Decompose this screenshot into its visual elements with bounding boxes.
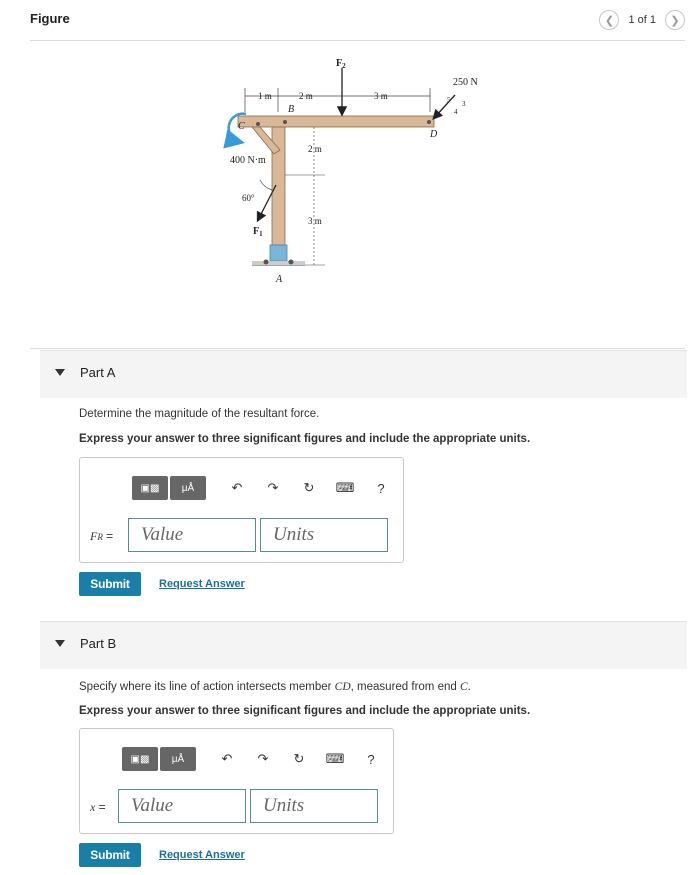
figure-pager (599, 10, 685, 30)
figure-title: Figure (30, 11, 70, 26)
part-a-instruction: Express your answer to three significant figures and include the appropriate units. (79, 433, 531, 445)
redo-icon[interactable]: ↷ (257, 751, 269, 766)
label-c: C (238, 121, 245, 132)
part-b-submit-button[interactable]: Submit (79, 843, 141, 867)
undo-icon[interactable]: ↶ (221, 751, 233, 766)
label-moment: 400 N·m (230, 155, 266, 166)
chevron-right-icon[interactable]: ❯ (665, 10, 685, 30)
units-button[interactable]: μÅ (170, 476, 206, 500)
label-a: A (276, 274, 283, 285)
part-b-instruction: Express your answer to three significant figures and include the appropriate units. (79, 705, 531, 717)
base-block (270, 245, 287, 261)
templates-icon[interactable]: ▣▩ (122, 747, 158, 771)
part-a-label: Part A (80, 365, 116, 380)
mechanics-figure (200, 50, 510, 290)
divider (30, 40, 685, 41)
keyboard-icon[interactable]: ⌨ (325, 751, 345, 766)
part-b-request-answer-link[interactable]: Request Answer (159, 849, 245, 861)
part-b-field-label: x = (90, 800, 106, 814)
label-angle: 60° (242, 193, 255, 203)
keyboard-icon[interactable]: ⌨ (335, 480, 355, 495)
chevron-left-icon[interactable]: ❮ (599, 10, 619, 30)
help-button[interactable]: ? (377, 480, 385, 496)
svg-text:4: 4 (454, 108, 458, 116)
label-f1: F (253, 226, 260, 237)
part-a-answer-box (79, 457, 404, 563)
undo-icon[interactable]: ↶ (231, 480, 243, 495)
part-a-header[interactable] (40, 350, 687, 398)
part-a-field-label: FR = (90, 529, 114, 543)
part-a-submit-button[interactable]: Submit (79, 572, 141, 596)
svg-text:F2: $F_2$ (336, 58, 346, 70)
pager-text: 1 of 1 (628, 14, 656, 26)
top-dimensions (245, 88, 430, 112)
svg-text:3: 3 (462, 100, 466, 108)
part-a-units-input[interactable]: Units (260, 518, 388, 552)
caret-down-icon (55, 640, 65, 647)
svg-text:5: 5 (447, 96, 451, 104)
caret-down-icon (55, 369, 65, 376)
part-b-value-input[interactable]: Value (118, 789, 246, 823)
dim-1m: 1 m (258, 91, 272, 101)
part-b-answer-box (79, 728, 394, 834)
label-d: D (430, 129, 438, 140)
reset-icon[interactable]: ↻ (293, 751, 305, 766)
part-b-header[interactable] (40, 621, 687, 669)
dim-2m-side: 2 m (308, 144, 322, 154)
dim-2m-top: 2 m (299, 91, 313, 101)
part-b-question: Specify where its line of action intersects member CD, measured from end C. (79, 681, 471, 693)
part-a-question: Determine the magnitude of the resultant force. (79, 408, 320, 420)
label-250n: 250 N (453, 77, 478, 88)
svg-text:F1: $F_1$ (253, 226, 263, 238)
part-b-units-input[interactable]: Units (250, 789, 378, 823)
part-a-request-answer-link[interactable]: Request Answer (159, 578, 245, 590)
member-cd (238, 116, 434, 127)
label-f2: F (336, 58, 343, 69)
label-b: B (288, 104, 295, 115)
units-button[interactable]: μÅ (160, 747, 196, 771)
redo-icon[interactable]: ↷ (267, 480, 279, 495)
part-a-value-input[interactable]: Value (128, 518, 256, 552)
help-button[interactable]: ? (367, 751, 375, 767)
dim-3m-top: 3 m (374, 91, 388, 101)
divider (30, 348, 685, 349)
templates-icon[interactable]: ▣▩ (132, 476, 168, 500)
part-b-label: Part B (80, 636, 117, 651)
dim-3m-side: 3 m (308, 216, 322, 226)
reset-icon[interactable]: ↻ (303, 480, 315, 495)
